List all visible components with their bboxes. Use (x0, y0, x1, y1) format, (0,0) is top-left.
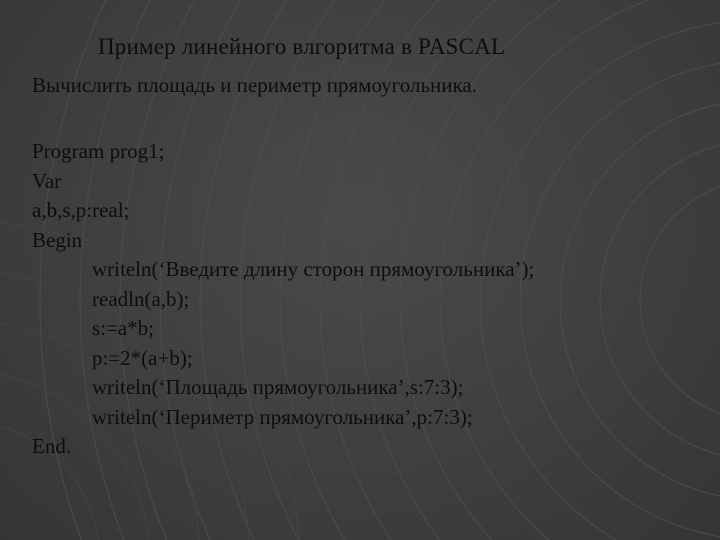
code-line: readln(a,b); (92, 286, 190, 311)
code-line: a,b,s,p:real; (32, 198, 130, 222)
code-line: writeln(‘Периметр прямоугольника’,p:7:3); (92, 404, 473, 429)
code-line: p:=2*(a+b); (92, 345, 193, 370)
slide-title: Пример линейного влгоритма в PASCAL (98, 34, 506, 59)
code-line: Program prog1; (32, 139, 165, 163)
code-block (32, 137, 534, 462)
code-line: writeln(‘Введите длину сторон прямоугольника’); (92, 257, 535, 281)
code-line: Begin (32, 227, 83, 252)
code-line: Var (32, 168, 62, 193)
task-description: Вычислить площадь и периметр прямоугольника. (32, 73, 477, 97)
code-line: End. (32, 434, 72, 458)
content-panel (16, 14, 700, 522)
code-line: s:=a*b; (92, 316, 155, 340)
code-line: writeln(‘Площадь прямоугольника’,s:7:3); (92, 375, 464, 399)
